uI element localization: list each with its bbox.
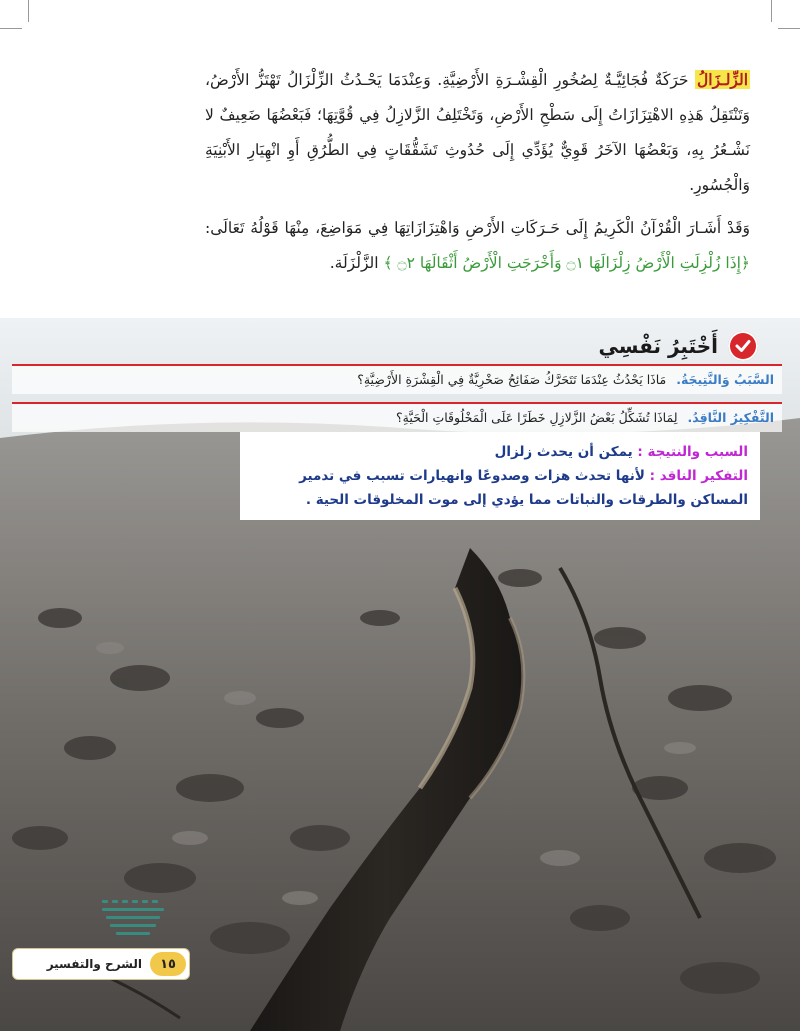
verse-bracket-open: ﴿ <box>740 254 750 272</box>
page-footer <box>12 948 190 980</box>
crop-mark <box>28 0 29 22</box>
lesson-text <box>205 62 750 289</box>
question-label: السَّبَبُ وَالنَّتِيجَةُ. <box>676 372 774 387</box>
verse-number-mark: ۝١ <box>561 254 589 272</box>
question-critical-thinking <box>12 402 782 432</box>
self-test-header <box>300 328 758 364</box>
keyword-earthquake: الزِّلـزَالُ <box>697 70 748 89</box>
verse-bracket-close: ﴾ <box>383 254 393 272</box>
self-test-title: أَخْتَبِرُ نَفْسِي <box>598 334 718 358</box>
answer-box <box>240 432 760 520</box>
crop-mark <box>778 28 800 29</box>
question-text: مَاذَا يَحْدُثُ عِنْدَمَا تَتَحَرَّكُ صَفَائِحُ صَخْرِيَّةٌ فِي الْقِشْرَةِ الأَرْضِيَّةِ؟ <box>357 372 671 387</box>
verse-number-mark: ۝٢ <box>392 254 420 272</box>
paragraph-text: وَقَدْ أَشَـارَ الْقُرْآنُ الْكَرِيمُ إِلَى حَـرَكَاتِ الأَرْضِ وَاهْتِزَازَاتِهَا فِي مَوَاضِعَ، مِنْهَا قَوْلُهُ تَعَالَى: <box>205 219 750 237</box>
answer-text: لأنها تحدث هزات وصدوعًا وانهيارات تسبب في تدمير <box>299 468 650 484</box>
publisher-logo <box>96 896 186 942</box>
answer-critical-thinking <box>252 464 748 488</box>
paragraph-quran-reference <box>205 211 750 281</box>
question-text: لِمَاذَا تُشَكِّلُ بَعْضُ الزَّلازِلِ خَطَرًا عَلَى الْمَخْلُوقَاتِ الْحَيَّةِ؟ <box>396 410 682 425</box>
answer-text: يمكن أن يحدث زلزال <box>494 444 638 460</box>
surah-name: الزَّلْزَلَة. <box>329 254 384 272</box>
crop-mark <box>0 28 22 29</box>
check-circle-icon <box>728 331 758 361</box>
question-label: التَّفْكِيرُ النَّاقِدُ. <box>687 410 774 425</box>
answer-cause-effect <box>252 440 748 464</box>
answer-label: التفكير الناقد : <box>649 468 748 484</box>
paragraph-earthquake-definition <box>205 62 750 203</box>
answer-label: السبب والنتيجة : <box>637 444 748 460</box>
page-number: ١٥ <box>150 952 186 976</box>
series-name: الشرح والتفسير <box>46 957 142 971</box>
question-cause-effect <box>12 364 782 394</box>
paragraph-text: حَرَكَةٌ فُجَائِيَّـةٌ لِصُخُورِ الْقِشْـرَةِ الأَرْضِيَّةِ. وَعِنْدَمَا يَحْـدُثُ الزِّلْزَالُ تَهْتَزُّ الأَرْضُ، وَتَنْتَقِلُ هَذِهِ الاهْتِزَازَاتُ إِلَى سَطْحِ الأَرْضِ، وَتَخْتَلِفُ الزَّلازِلُ فِي قُوَّتِهَا؛ فَبَعْضُهَا ضَعِيفٌ لا نَشْـعُرُ بِهِ، وَبَعْضُهَا الآخَرُ قَوِيٌّ يُؤَدِّي إِلَى حُدُوثِ تَشَقُّقَاتٍ فِي الطُّرُقِ أَوِ انْهِيَارِ الأَبْنِيَةِ وَالْجُسُورِ. <box>205 71 750 194</box>
verse-text: وَأَخْرَجَتِ الْأَرْضُ أَثْقَالَهَا <box>419 254 562 272</box>
answer-critical-thinking-continued: المساكن والطرقات والنباتات مما يؤدي إلى موت المخلوقات الحية . <box>305 492 748 508</box>
verse-text: إِذَا زُلْزِلَتِ الْأَرْضُ زِلْزَالَهَا <box>588 254 741 272</box>
crop-mark <box>771 0 772 22</box>
